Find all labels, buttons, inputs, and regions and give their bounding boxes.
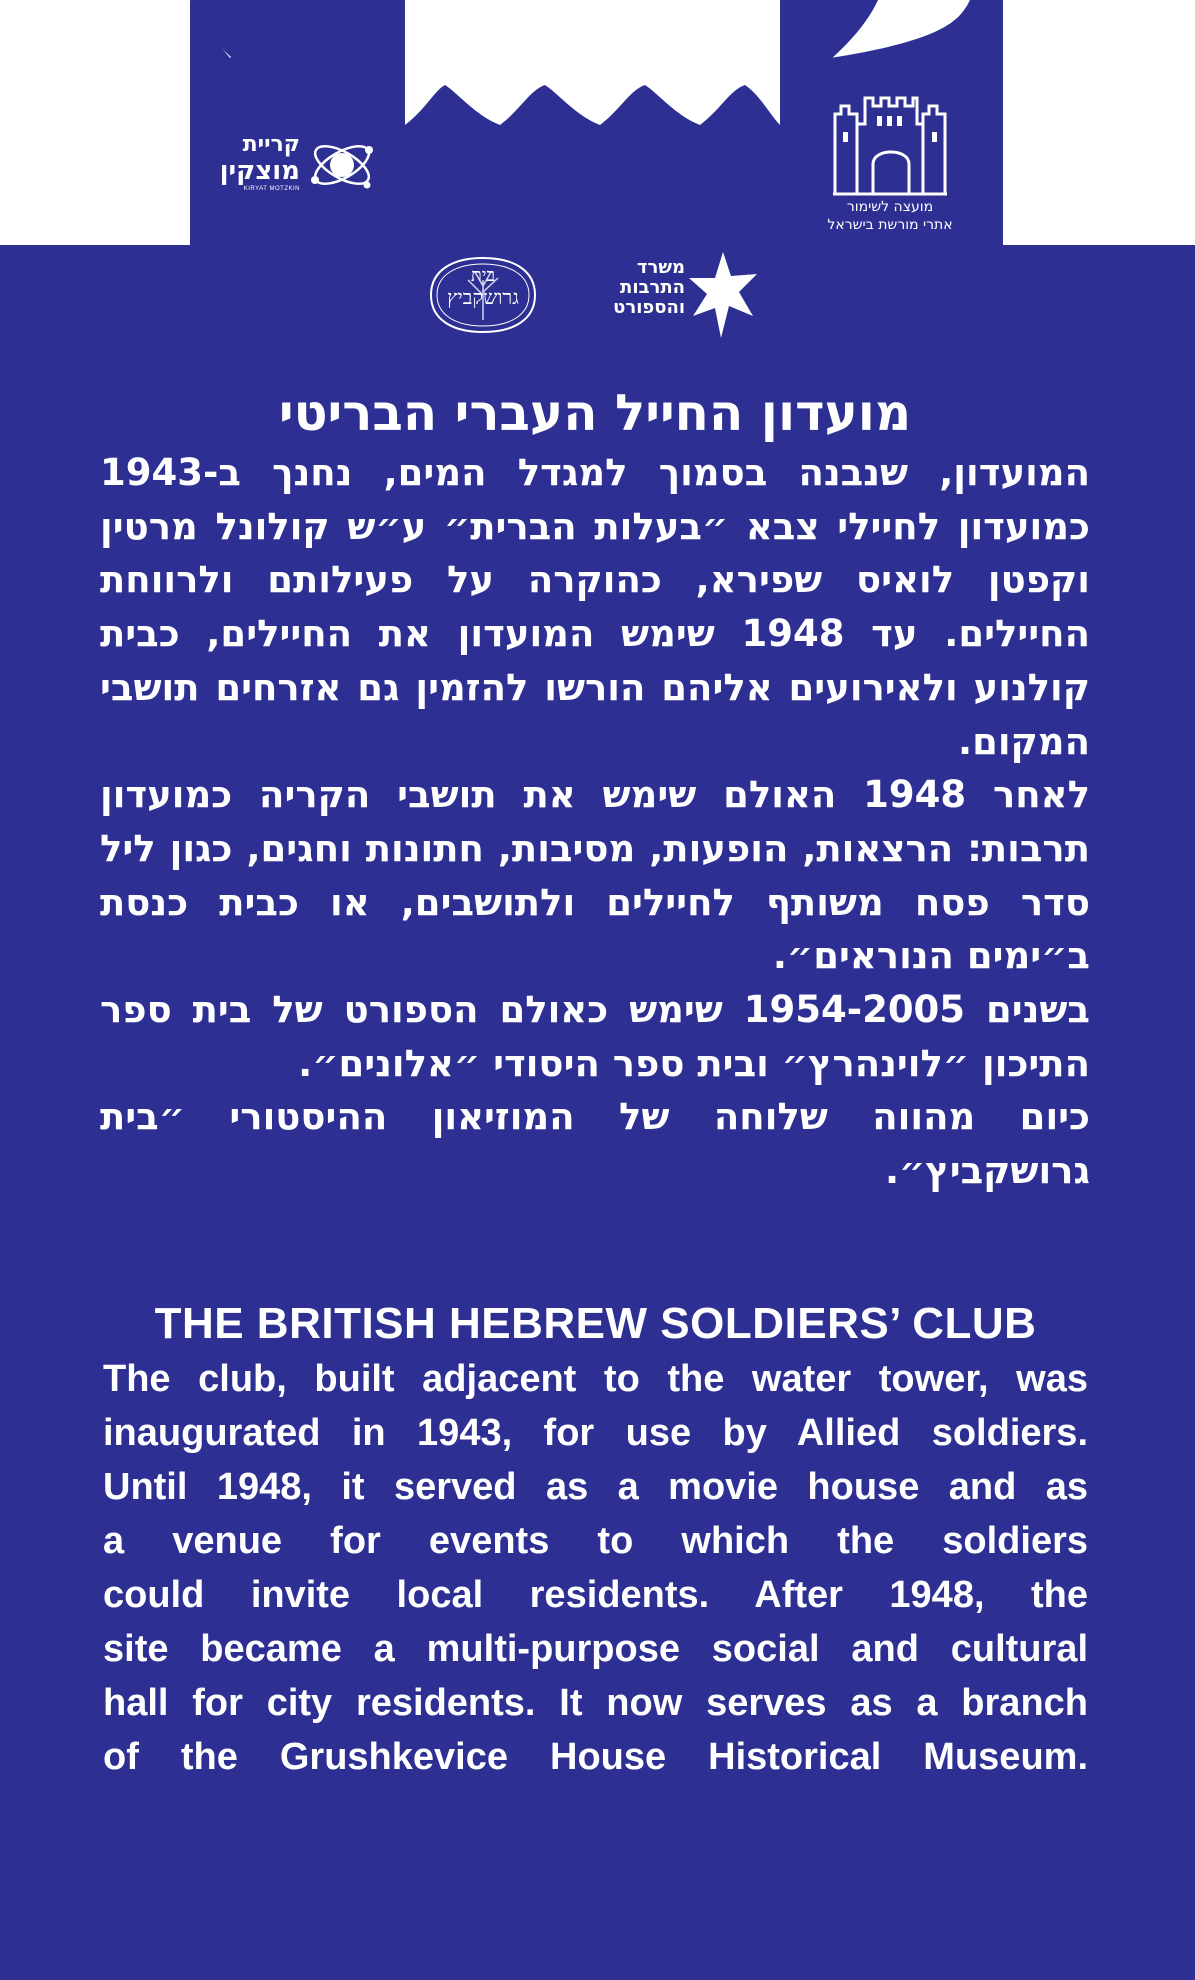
english-line: hall for city residents. It now serves as a branch <box>103 1682 1088 1724</box>
city-logo <box>215 125 375 205</box>
museum-name-line1: בית <box>470 265 496 286</box>
ministry-name-line1: משרד <box>636 257 685 278</box>
hebrew-paragraph: בשנים 1954-2005 שימש כאולם הספורט של בית ספר התיכון ״לוינהרץ״ ובית ספר היסודי ״אלונים״. <box>100 988 1090 1085</box>
ministry-logo <box>585 250 765 340</box>
city-name-line1: קריית <box>242 132 300 157</box>
castle-gate-icon <box>833 92 947 196</box>
english-line: could invite local residents. After 1948, the <box>103 1574 1088 1616</box>
english-line: of the Grushkevice House Historical Museum. <box>103 1736 1088 1778</box>
english-line: site became a multi-purpose social and cultural <box>103 1628 1088 1670</box>
hebrew-paragraph: לאחר 1948 האולם שימש את תושבי הקריה כמועדון תרבות: הרצאות, הופעות, מסיבות, חתונות וחגים, כגון ליל סדר פסח משותף לחיילים ולתושבים, או כבית כנסת ב״ימים הנוראים״. <box>100 773 1090 978</box>
council-name-line1: מועצה לשימור <box>846 199 934 215</box>
museum-name-line2: גרושקביץ <box>447 285 519 309</box>
atom-orbit-icon <box>307 130 377 200</box>
english-body <box>103 1352 1088 1784</box>
english-line: inaugurated in 1943, for use by Allied soldiers. <box>103 1412 1088 1454</box>
ministry-name-line2: התרבות <box>620 277 685 298</box>
english-line: a venue for events to which the soldiers <box>103 1520 1088 1562</box>
english-line: Until 1948, it served as a movie house and as <box>103 1466 1088 1508</box>
museum-logo <box>423 250 543 340</box>
star-figure-icon <box>687 250 759 340</box>
council-name-line2: אתרי מורשת בישראל <box>827 217 953 233</box>
city-name-line2: מוצקין <box>219 156 300 186</box>
hebrew-paragraph: המועדון, שנבנה בסמוך למגדל המים, נחנך ב-1943 כמועדון לחיילי צבא ״בעלות הברית״ ע״ש קולונל מרטין וקפטן לואיס שפירא, כהוקרה על פעילותם ולרווחת החיילים. עד 1948 שימש המועדון את החיילים, כבית קולנוע ולאירועים אליהם הורשו להזמין גם אזרחים תושבי המקום. <box>100 451 1090 763</box>
ministry-name-line3: והספורט <box>613 297 685 318</box>
city-name-latin: KIRYAT MOTZKIN <box>243 186 300 192</box>
english-title: THE BRITISH HEBREW SOLDIERS’ CLUB <box>154 1299 1037 1348</box>
hebrew-paragraph: כיום מהווה שלוחה של המוזיאון ההיסטורי ״בית גרושקביץ״. <box>100 1095 1090 1193</box>
hebrew-title: מועדון החייל העברי הבריטי <box>278 384 912 442</box>
hebrew-body <box>100 446 1090 1198</box>
english-line: The club, built adjacent to the water tower, was <box>103 1358 1088 1400</box>
council-logo <box>800 92 980 242</box>
